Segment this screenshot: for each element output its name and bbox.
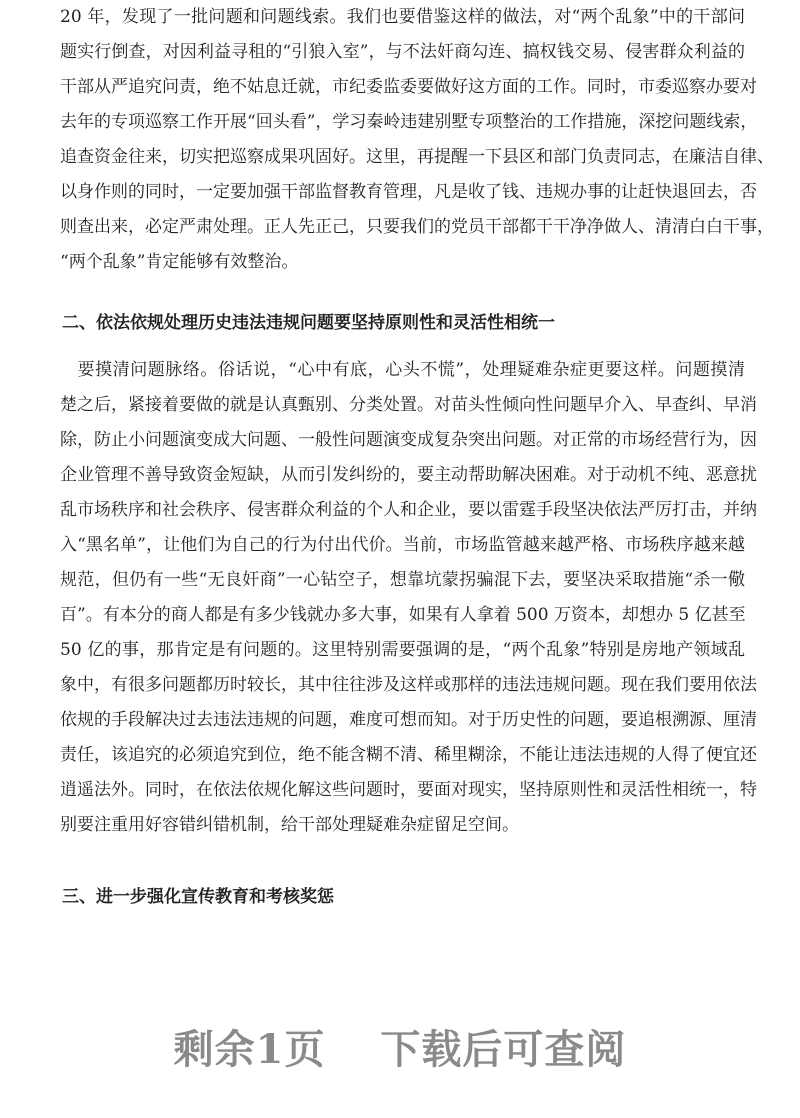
- text-line: 以身作则的同时，一定要加强干部监督教育管理，凡是收了钱、违规办事的让赶快退回去，否: [60, 182, 757, 202]
- section-heading-2: 二、依法依规处理历史违法违规问题要坚持原则性和灵活性相统一: [62, 313, 555, 333]
- text-line: 规范，但仍有一些“无良奸商”一心钻空子，想靠坑蒙拐骗混下去，要坚决采取措施“杀一儆: [60, 570, 745, 590]
- download-prompt[interactable]: [0, 1018, 800, 1075]
- text-line: 50 亿的事，那肯定是有问题的。这里特别需要强调的是，“两个乱象”特别是房地产领域乱: [60, 640, 745, 660]
- text-line: 除，防止小问题演变成大问题、一般性问题演变成复杂突出问题。对正常的市场经营行为，因: [60, 430, 757, 450]
- text-line: 企业管理不善导致资金短缺，从而引发纠纷的，要主动帮助解决困难。对于动机不纯、恶意扰: [60, 465, 757, 485]
- text-line: 责任，该追究的必须追究到位，绝不能含糊不清、稀里糊涂，不能让违法违规的人得了便宜还: [60, 745, 757, 765]
- text-line: 逍遥法外。同时，在依法依规化解这些问题时，要面对现实，坚持原则性和灵活性相统一，特: [60, 780, 757, 800]
- text-line: 要摸清问题脉络。俗话说，“心中有底，心头不慌”，处理疑难杂症更要这样。问题摸清: [60, 360, 745, 380]
- text-line: 入“黑名单”，让他们为自己的行为付出代价。当前，市场监管越来越严格、市场秩序越来越: [60, 535, 745, 555]
- text-line: 楚之后，紧接着要做的就是认真甄别、分类处置。对苗头性倾向性问题早介入、早查纠、早消: [60, 395, 757, 415]
- text-line: 追查资金往来，切实把巡察成果巩固好。这里，再提醒一下县区和部门负责同志，在廉洁自律、: [60, 147, 774, 167]
- text-line: “两个乱象”肯定能够有效整治。: [60, 252, 299, 272]
- text-line: 则查出来，必定严肃处理。正人先正己，只要我们的党员干部都干干净净做人、清清白白干事，: [60, 217, 774, 237]
- text-line: 20 年，发现了一批问题和问题线索。我们也要借鉴这样的做法，对“两个乱象”中的干部问: [60, 7, 745, 27]
- text-line: 题实行倒查，对因利益寻租的“引狼入室”，与不法奸商勾连、搞权钱交易、侵害群众利益的: [60, 42, 745, 62]
- remaining-pages-label: 剩余1页: [173, 1026, 326, 1073]
- text-line: 百”。有本分的商人都是有多少钱就办多大事，如果有人拿着 500 万资本，却想办 5 亿甚至: [60, 605, 746, 625]
- download-to-view-label[interactable]: 下载后可查阅: [380, 1026, 627, 1073]
- text-line: 乱市场秩序和社会秩序、侵害群众利益的个人和企业，要以雷霆手段坚决依法严厉打击，并纳: [60, 500, 757, 520]
- text-line: 依规的手段解决过去违法违规的问题，难度可想而知。对于历史性的问题，要追根溯源、厘清: [60, 710, 757, 730]
- text-line: 别要注重用好容错纠错机制，给干部处理疑难杂症留足空间。: [60, 815, 519, 835]
- text-line: 去年的专项巡察工作开展“回头看”，学习秦岭违建别墅专项整治的工作措施，深挖问题线索，: [60, 112, 758, 132]
- text-line: 干部从严追究问责，绝不姑息迁就，市纪委监委要做好这方面的工作。同时，市委巡察办要对: [60, 77, 757, 97]
- section-heading-3: 三、进一步强化宣传教育和考核奖惩: [62, 887, 334, 907]
- text-line: 象中，有很多问题都历时较长，其中往往涉及这样或那样的违法违规问题。现在我们要用依法: [60, 675, 757, 695]
